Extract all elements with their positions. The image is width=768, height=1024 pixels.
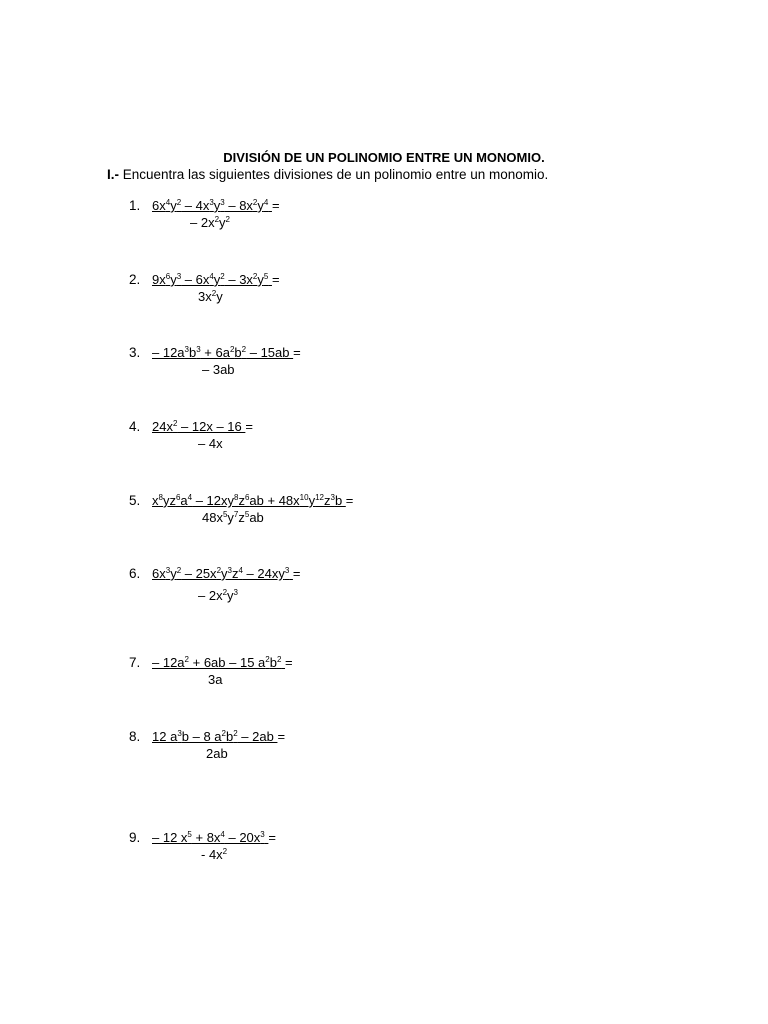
equals-sign: = [271, 198, 280, 213]
denominator: – $2x^2y^3$ [198, 588, 238, 603]
equals-sign: = [277, 729, 286, 744]
numerator: $24x^2 - 12x - 16$ [152, 419, 246, 434]
page-title: DIVISIÓN DE UN POLINOMIO ENTRE UN MONOMIO. [223, 150, 545, 165]
numerator: $6x^3y^2 - 25x^2y^3z^4 - 24xy^3$ [152, 566, 290, 581]
problem-5 [0, 493, 768, 533]
denominator: - $4x^2$ [201, 847, 228, 862]
problem-9 [0, 830, 768, 870]
denominator: $3x^2y$ [198, 289, 223, 304]
numerator: $9x^6y^3 - 6x^4y^2 - 3x^2y^5$ [152, 272, 269, 287]
numerator: – $12a^2 + 6ab - 15$ $a^2b^2$ [152, 655, 282, 670]
problem-number: 7. [129, 655, 141, 670]
problem-number: 9. [129, 830, 141, 845]
denominator: – $2x^2y^2$ [190, 215, 230, 230]
problem-8 [0, 729, 768, 769]
problem-number: 6. [129, 566, 141, 581]
problem-4 [0, 419, 768, 459]
denominator: – 3ab [202, 362, 235, 377]
denominator: – 4x [198, 436, 223, 451]
denominator: $48x^5y^7z^5ab$ [202, 510, 264, 525]
numerator: – 12 $x^5 + 8x^4 - 20x^3$ [152, 830, 265, 845]
problem-number: 5. [129, 493, 141, 508]
equals-sign: = [285, 655, 293, 670]
problem-6 [0, 566, 768, 606]
problem-1 [0, 198, 768, 238]
problem-number: 8. [129, 729, 141, 744]
problem-number: 4. [129, 419, 141, 434]
equals-sign: = [292, 566, 301, 581]
equals-sign: = [245, 419, 253, 434]
instruction [107, 167, 548, 182]
problem-number: 2. [129, 272, 141, 287]
numerator: 12 $a^3b - 8$ $a^2b^2 - 2ab$ [152, 729, 278, 744]
problem-3 [0, 345, 768, 385]
instruction-label: I.- [107, 167, 119, 182]
problem-2 [0, 272, 768, 312]
equals-sign: = [268, 830, 276, 845]
problem-number: 3. [129, 345, 141, 360]
denominator: 3a [208, 672, 223, 687]
instruction-text: Encuentra las siguientes divisiones de un polinomio entre un monomio. [119, 167, 549, 182]
problem-number: 1. [129, 198, 141, 213]
numerator: – $12a^3b^3 + 6a^2b^2 - 15ab$ [152, 345, 294, 360]
equals-sign: = [271, 272, 280, 287]
equals-sign: = [293, 345, 301, 360]
numerator: $6x^4y^2 - 4x^3y^3 - 8x^2y^4$ [152, 198, 269, 213]
denominator: 2ab [206, 746, 228, 761]
numerator: $x^8yz^6a^4 - 12xy^8z^6ab + 48x^{10}y^{12}z^3b$ [152, 493, 346, 508]
equals-sign: = [345, 493, 354, 508]
problem-7 [0, 655, 768, 695]
